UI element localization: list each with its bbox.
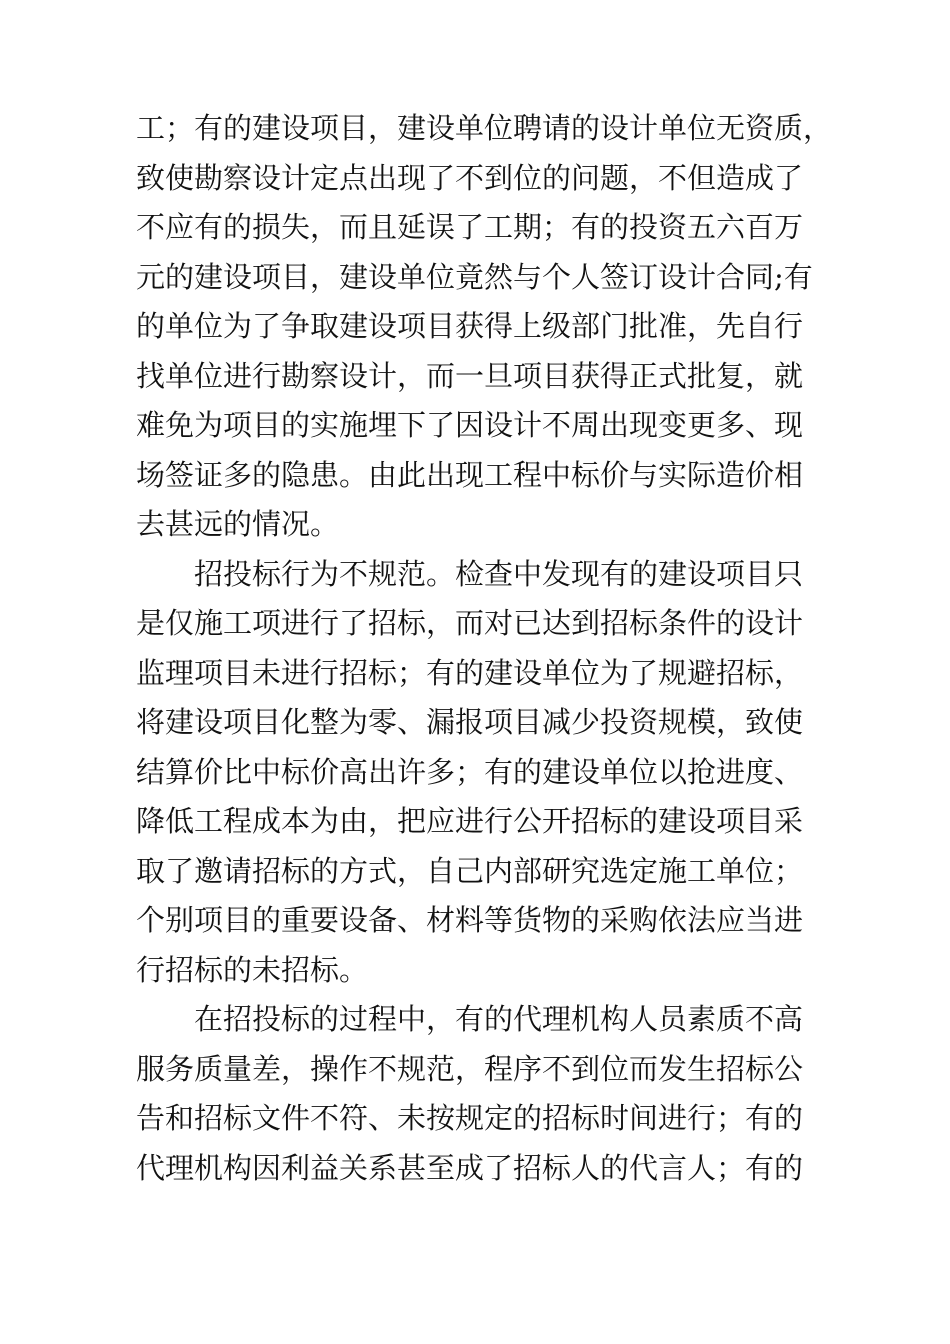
text-line: 结算价比中标价高出许多；有的建设单位以抢进度、 (136, 754, 804, 789)
text-line: 降低工程成本为由，把应进行公开招标的建设项目采 (136, 804, 804, 838)
text-line: 代理机构因利益关系甚至成了招标人的代言人；有的 (136, 1150, 804, 1185)
text-line: 不应有的损失，而且延误了工期；有的投资五六百万 (136, 210, 804, 244)
paragraph-2 (136, 550, 836, 996)
text-line: 告和招标文件不符、未按规定的招标时间进行；有的 (136, 1101, 804, 1135)
text-line: 监理项目未进行招标；有的建设单位为了规避招标， (136, 655, 804, 690)
text-line: 是仅施工项进行了招标，而对已达到招标条件的设计 (136, 606, 804, 640)
document-body (136, 104, 836, 1193)
text-line: 在招投标的过程中，有的代理机构人员素质不高 (136, 1002, 804, 1036)
paragraph-1 (136, 104, 836, 550)
text-line: 个别项目的重要设备、材料等货物的采购依法应当进 (136, 903, 804, 937)
text-line: 找单位进行勘察设计，而一旦项目获得正式批复，就 (136, 358, 804, 393)
text-line: 的单位为了争取建设项目获得上级部门批准，先自行 (136, 309, 804, 343)
text-line: 取了邀请招标的方式，自己内部研究选定施工单位； (136, 853, 804, 888)
text-line: 致使勘察设计定点出现了不到位的问题，不但造成了 (136, 160, 804, 195)
text-line: 场签证多的隐患。由此出现工程中标价与实际造价相 (136, 457, 804, 492)
paragraph-3 (136, 995, 836, 1193)
text-line: 难免为项目的实施埋下了因设计不周出现变更多、现 (136, 408, 804, 442)
text-line: 将建设项目化整为零、漏报项目减少投资规模，致使 (136, 705, 804, 739)
text-line: 去甚远的情况。 (136, 507, 340, 541)
text-line: 招投标行为不规范。检查中发现有的建设项目只 (136, 556, 804, 591)
text-line: 服务质量差，操作不规范，程序不到位而发生招标公 (136, 1051, 804, 1086)
text-line: 工；有的建设项目，建设单位聘请的设计单位无资质， (136, 111, 833, 145)
text-line: 行招标的未招标。 (136, 952, 369, 987)
text-line: 元的建设项目，建设单位竟然与个人签订设计合同;有 (136, 259, 813, 294)
